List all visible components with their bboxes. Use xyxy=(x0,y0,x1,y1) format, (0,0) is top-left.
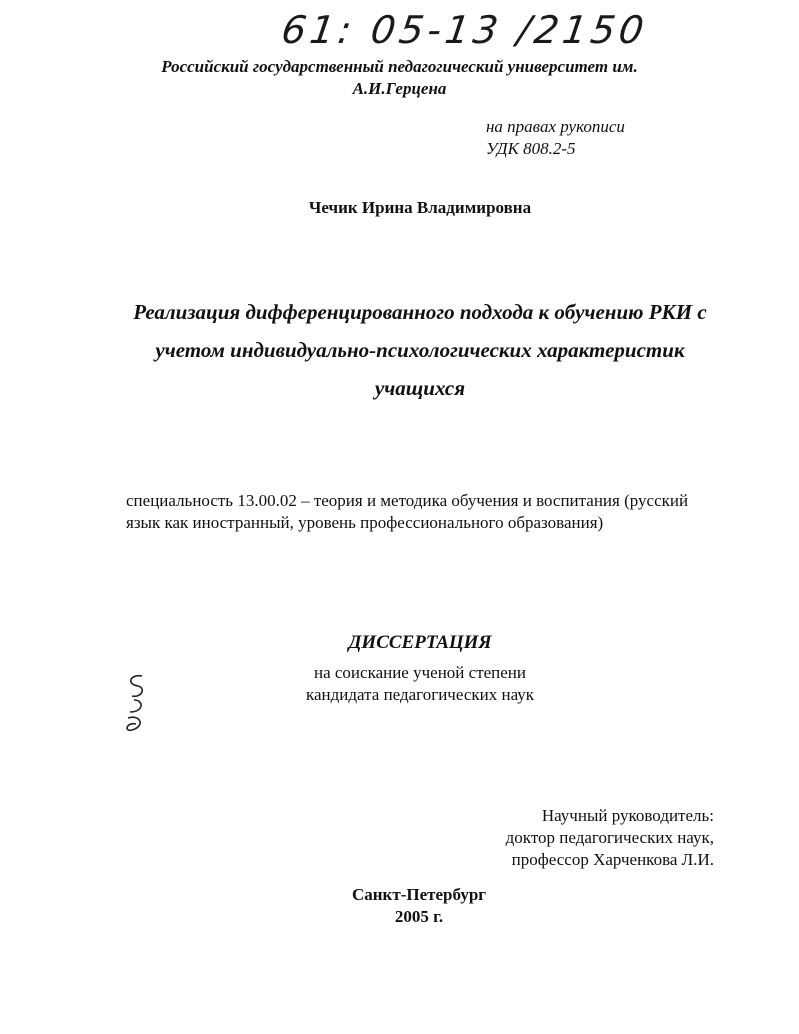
dissertation-title xyxy=(120,293,720,407)
university-line-1: Российский государственный педагогический университет им. xyxy=(161,57,638,76)
manuscript-block xyxy=(486,116,625,160)
specialty-line-2: язык как иностранный, уровень профессионального образования) xyxy=(126,513,604,532)
supervisor-block xyxy=(460,805,714,871)
university-name xyxy=(0,56,799,100)
degree-line-2: кандидата педагогических наук xyxy=(305,685,535,704)
supervisor-name: профессор Харченкова Л.И. xyxy=(511,850,714,869)
supervisor-title: доктор педагогических наук, xyxy=(505,828,714,847)
supervisor-label: Научный руководитель: xyxy=(541,806,714,825)
manuscript-rights: на правах рукописи xyxy=(486,117,625,136)
university-line-2: А.И.Герцена xyxy=(352,79,447,98)
degree-line-1: на соискание ученой степени xyxy=(313,663,527,682)
title-line-1: Реализация дифференцированного подхода к обучению РКИ с xyxy=(133,300,707,324)
document-type: ДИССЕРТАЦИЯ xyxy=(348,632,492,653)
specialty-block xyxy=(126,490,726,534)
handwritten-signature-mark xyxy=(112,670,162,740)
archive-number: 61: 05-13 /2150 xyxy=(278,8,651,52)
year: 2005 г. xyxy=(394,907,444,926)
author-name: Чечик Ирина Владимировна xyxy=(308,198,532,217)
specialty-line-1: специальность 13.00.02 – теория и методика обучения и воспитания (русский xyxy=(126,491,689,510)
title-line-2: учетом индивидуально-психологических характеристик xyxy=(155,338,685,362)
city: Санкт-Петербург xyxy=(351,885,487,904)
udk-code: УДК 808.2-5 xyxy=(486,139,576,158)
place-and-year xyxy=(0,884,799,928)
title-line-3: учащихся xyxy=(374,376,466,400)
